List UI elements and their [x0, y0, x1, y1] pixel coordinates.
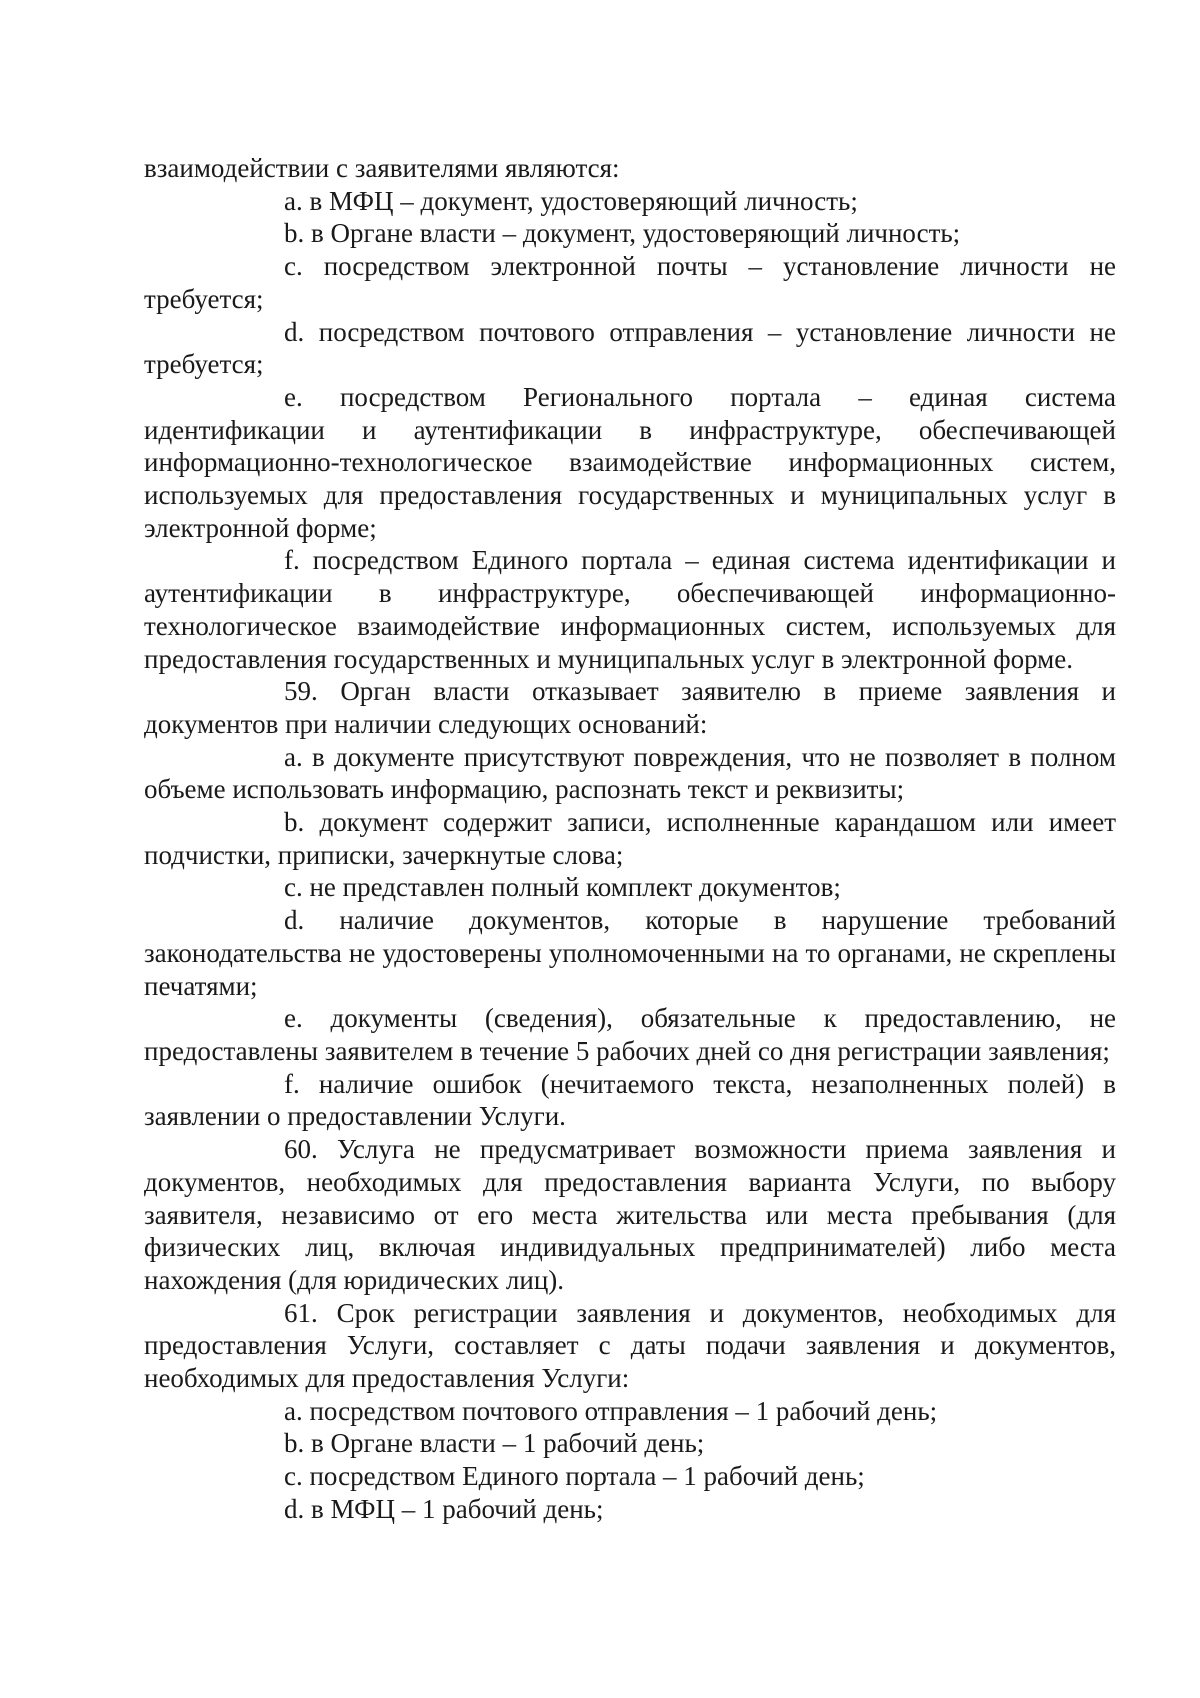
list-item-text: наличие документов, которые в нарушение требований законодательства не удостоверены уполномоченными на то органами, не скреплены печатями;	[144, 905, 1116, 1001]
list-marker: f.	[284, 545, 300, 576]
list-marker: f.	[284, 1068, 300, 1099]
list-item-text: посредством Единого портала – единая система идентификации и аутентификации в инфраструктуре, обеспечивающей информационно-технологическое взаимодействие информационных систем, используемых для предоставления государственных и муниципальных услуг в электронной форме.	[144, 545, 1116, 674]
list-item-text: посредством Регионального портала – единая система идентификации и аутентификации в инфраструктуре, обеспечивающей информационно-технологическое взаимодействие информационных систем, используемых для предоставления государственных и муниципальных услуг в электронной форме;	[144, 381, 1117, 543]
list-marker: d.	[284, 1493, 305, 1524]
document-body	[144, 152, 1116, 1526]
list-item-text: посредством Единого портала – 1 рабочий день;	[309, 1461, 865, 1492]
list-item-text: посредством почтового отправления – установление личности не требуется;	[144, 316, 1116, 380]
list-item	[144, 1395, 1116, 1428]
list-item	[144, 316, 1116, 381]
list-item	[144, 1068, 1116, 1133]
list-marker: b.	[284, 218, 305, 249]
list-item-text: в Органе власти – 1 рабочий день;	[311, 1428, 705, 1459]
list-marker: d.	[284, 905, 305, 936]
paragraph-text: взаимодействии с заявителями являются:	[144, 153, 620, 183]
clause-text: Срок регистрации заявления и документов, необходимых для предоставления Услуги, составляет с даты подачи заявления и документов, необходимых для предоставления Услуги:	[144, 1297, 1116, 1394]
paragraph-continuation	[144, 152, 1116, 185]
list-item	[144, 871, 1116, 904]
list-item	[144, 741, 1116, 806]
list-item-text: не представлен полный комплект документов;	[309, 872, 841, 903]
list-marker: b.	[284, 1428, 305, 1459]
clause-number: 60.	[284, 1134, 318, 1165]
list-item	[144, 806, 1116, 871]
numbered-clause-60	[144, 1133, 1116, 1297]
list-item-text: документы (сведения), обязательные к предоставлению, не предоставлены заявителем в течение 5 рабочих дней со дня регистрации заявления;	[144, 1003, 1117, 1066]
list-marker: c.	[284, 251, 303, 282]
list-marker: e.	[284, 381, 303, 412]
list-item	[144, 1427, 1116, 1460]
clause-number: 59.	[284, 676, 318, 707]
list-item	[144, 250, 1116, 315]
list-marker: c.	[284, 872, 303, 903]
list-marker: c.	[284, 1461, 303, 1492]
list-item-text: в МФЦ – 1 рабочий день;	[311, 1493, 604, 1524]
clause-text: Услуга не предусматривает возможности приема заявления и документов, необходимых для предоставления варианта Услуги, по выбору заявителя, независимо от его места жительства или места пребывания (для физических лиц, включая индивидуальных предпринимателей) либо места нахождения (для юридических лиц).	[144, 1134, 1116, 1295]
numbered-clause-59	[144, 675, 1116, 740]
list-marker: a.	[284, 741, 303, 772]
list-item-text: в МФЦ – документ, удостоверяющий личность;	[309, 185, 858, 216]
list-item	[144, 1460, 1116, 1493]
list-item	[144, 185, 1116, 218]
list-item-text: наличие ошибок (нечитаемого текста, незаполненных полей) в заявлении о предоставлении Услуги.	[144, 1068, 1116, 1132]
clause-text: Орган власти отказывает заявителю в приеме заявления и документов при наличии следующих оснований:	[144, 676, 1116, 739]
list-item-text: в документе присутствуют повреждения, что не позволяет в полном объеме использовать информацию, распознать текст и реквизиты;	[144, 741, 1116, 805]
list-marker: a.	[284, 1395, 303, 1426]
list-item-text: посредством электронной почты – установление личности не требуется;	[144, 251, 1116, 314]
list-item-text: документ содержит записи, исполненные карандашом или имеет подчистки, приписки, зачеркнутые слова;	[144, 807, 1117, 870]
list-marker: b.	[284, 807, 305, 838]
list-item	[144, 1002, 1116, 1067]
list-marker: e.	[284, 1003, 303, 1034]
numbered-clause-61	[144, 1297, 1116, 1395]
clause-number: 61.	[284, 1297, 318, 1328]
list-item	[144, 1493, 1116, 1526]
list-marker: a.	[284, 185, 303, 216]
list-item	[144, 544, 1116, 675]
list-item-text: в Органе власти – документ, удостоверяющий личность;	[311, 218, 961, 249]
list-item	[144, 904, 1116, 1002]
list-item	[144, 381, 1116, 545]
list-item-text: посредством почтового отправления – 1 рабочий день;	[309, 1395, 938, 1426]
list-marker: d.	[284, 316, 305, 347]
list-item	[144, 217, 1116, 250]
